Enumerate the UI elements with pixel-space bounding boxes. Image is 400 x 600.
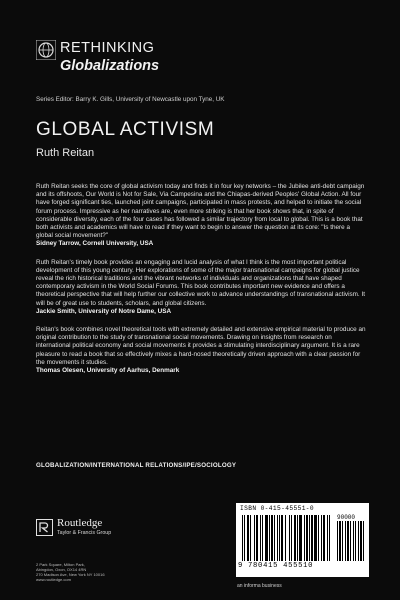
ean-digits: 9 780415 455510 (238, 562, 314, 570)
publisher-name-main: Routledge (57, 517, 103, 529)
barcode (236, 503, 369, 577)
endorsement-text: Reitan's book combines novel theoretical tools with extremely detailed and extensive empirical material to produce an original contribution to the study of transnational social movements. Drawing on insights from research on international political economy and social movements it provides a stimulating interdisciplinary argument. It is a rare pleasure to read a book that so effectively mixes a hard-nosed theoretically driven approach with a clear passion for the movements it studies. (36, 326, 366, 366)
publisher-name-sub: Taylor & Francis Group (57, 530, 112, 536)
endorsement (36, 259, 368, 316)
series-name-line1: RETHINKING (60, 40, 155, 56)
barcode-addon-digits: 90000 (337, 514, 356, 521)
publisher-name (57, 518, 111, 536)
publisher-address-line: 2 Park Square, Milton Park, (36, 562, 85, 567)
informa-tagline: an informa business (237, 583, 282, 589)
series-logo-icon (36, 40, 56, 60)
barcode-addon-bars-icon (337, 521, 365, 561)
series-name-line2: Globalizations (60, 57, 160, 74)
barcode-bars-icon (242, 515, 333, 561)
endorsement-attribution: Sidney Tarrow, Cornell University, USA (36, 240, 154, 248)
publisher-address-line: Abingdon, Oxon, OX14 4RN (36, 567, 87, 572)
endorsement-attribution: Jackie Smith, University of Notre Dame, USA (36, 307, 172, 315)
publisher-address-line: www.routledge.com (36, 577, 71, 582)
endorsement (36, 326, 368, 375)
subject-categories: GLOBALIZATION/INTERNATIONAL RELATIONS/IPE/SOCIOLOGY (36, 462, 237, 469)
series-editor: Series Editor: Barry K. Gills, University of Newcastle upon Tyne, UK (36, 96, 225, 103)
endorsements (36, 183, 368, 385)
publisher-address (36, 562, 105, 582)
isbn-number: ISBN 0-415-45551-0 (240, 505, 315, 512)
book-title: GLOBAL ACTIVISM (36, 119, 215, 140)
routledge-logo-icon (36, 519, 53, 536)
publisher-address-line: 270 Madison Ave, New York NY 10016 (36, 572, 105, 577)
endorsement-text: Ruth Reitan's timely book provides an engaging and lucid analysis of what I think is the most important political development of this young century. Her explorations of some of the major transnational campaigns for global justice reveal the rich historical traditions and the vibrant networks of individuals and organizations that have shaped contemporary activism in the World Social Forums. This book contributes important new evidence and offers a theoretical perspective that will help further our collective work to advance understandings of transnational activism. It will be of great use to students, scholars, and global citizens. (36, 258, 365, 307)
endorsement-attribution: Thomas Olesen, University of Aarhus, Denmark (36, 367, 180, 375)
endorsement (36, 183, 368, 249)
endorsement-text: Ruth Reitan seeks the core of global activism today and finds it in four key networks – the Jubilee anti-debt campaign and its offshoots, Our World is Not for Sale, Via Campesina and the Chiapas-derived Peoples' Global Action. All four have forged significant ties, launched joint campaigns, participated in mass protests, and helped to initiate the social forum process. Impressive as her narratives are, even more striking is that her book shows that, in spite of considerable diversity, each of the four cases has followed a similar trajectory from local to global. This is a book that both activists and academics will have to read if they want to begin to answer the question at its core: "Is there a global social movement?" (36, 183, 365, 240)
series-name (60, 41, 159, 73)
book-author: Ruth Reitan (36, 147, 95, 159)
